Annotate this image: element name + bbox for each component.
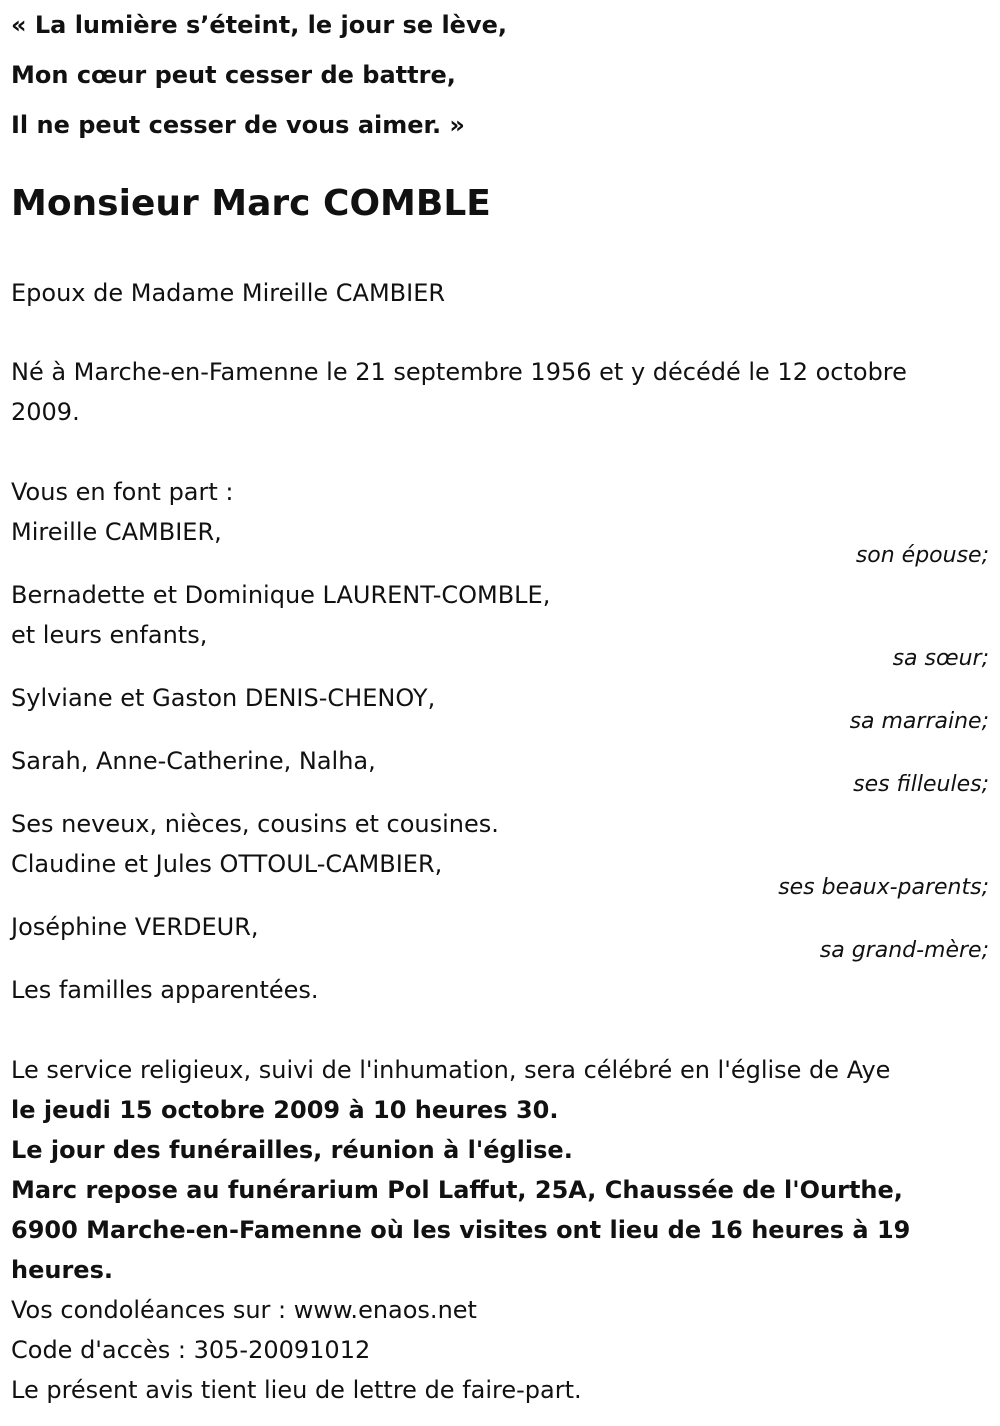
family-relation: sa marraine; [849,709,989,734]
family-name: Sarah, Anne-Catherine, Nalha, [11,747,376,775]
quote-line-2: Mon cœur peut cesser de battre, [11,61,456,89]
quote-line-1: « La lumière s’éteint, le jour se lève, [11,11,507,39]
family-name: Ses neveux, nièces, cousins et cousines. [11,810,499,838]
spouse-line: Epoux de Madame Mireille CAMBIER [11,279,446,307]
family-name: et leurs enfants, [11,621,208,649]
family-name: Les familles apparentées. [11,976,319,1004]
family-name: Claudine et Jules OTTOUL-CAMBIER, [11,850,443,878]
repose-line-2: 6900 Marche-en-Famenne où les visites ont lieu de 16 heures à 19 [11,1216,911,1244]
service-date: le jeudi 15 octobre 2009 à 10 heures 30. [11,1096,559,1124]
family-relation: ses filleules; [853,772,989,797]
notice-line: Le présent avis tient lieu de lettre de faire-part. [11,1376,582,1404]
meeting-line: Le jour des funérailles, réunion à l'église. [11,1136,573,1164]
family-name: Joséphine VERDEUR, [11,913,259,941]
family-relation: son épouse; [855,543,989,568]
announcement-intro: Vous en font part : [11,478,234,506]
access-code-line: Code d'accès : 305-20091012 [11,1336,371,1364]
family-name: Sylviane et Gaston DENIS-CHENOY, [11,684,436,712]
condolences-line: Vos condoléances sur : www.enaos.net [11,1296,477,1324]
deceased-name: Monsieur Marc COMBLE [11,183,491,224]
service-line: Le service religieux, suivi de l'inhumation, sera célébré en l'église de Aye [11,1056,891,1084]
family-relation: sa grand-mère; [819,938,989,963]
repose-line-1: Marc repose au funérarium Pol Laffut, 25A, Chaussée de l'Ourthe, [11,1176,903,1204]
family-relation: ses beaux-parents; [778,875,989,900]
family-relation: sa sœur; [892,646,989,671]
family-name: Bernadette et Dominique LAURENT-COMBLE, [11,581,551,609]
birth-death-line-1: Né à Marche-en-Famenne le 21 septembre 1956 et y décédé le 12 octobre [11,358,907,386]
quote-line-3: Il ne peut cesser de vous aimer. » [11,111,465,139]
birth-death-line-2: 2009. [11,398,80,426]
repose-line-3: heures. [11,1256,113,1284]
family-name: Mireille CAMBIER, [11,518,222,546]
